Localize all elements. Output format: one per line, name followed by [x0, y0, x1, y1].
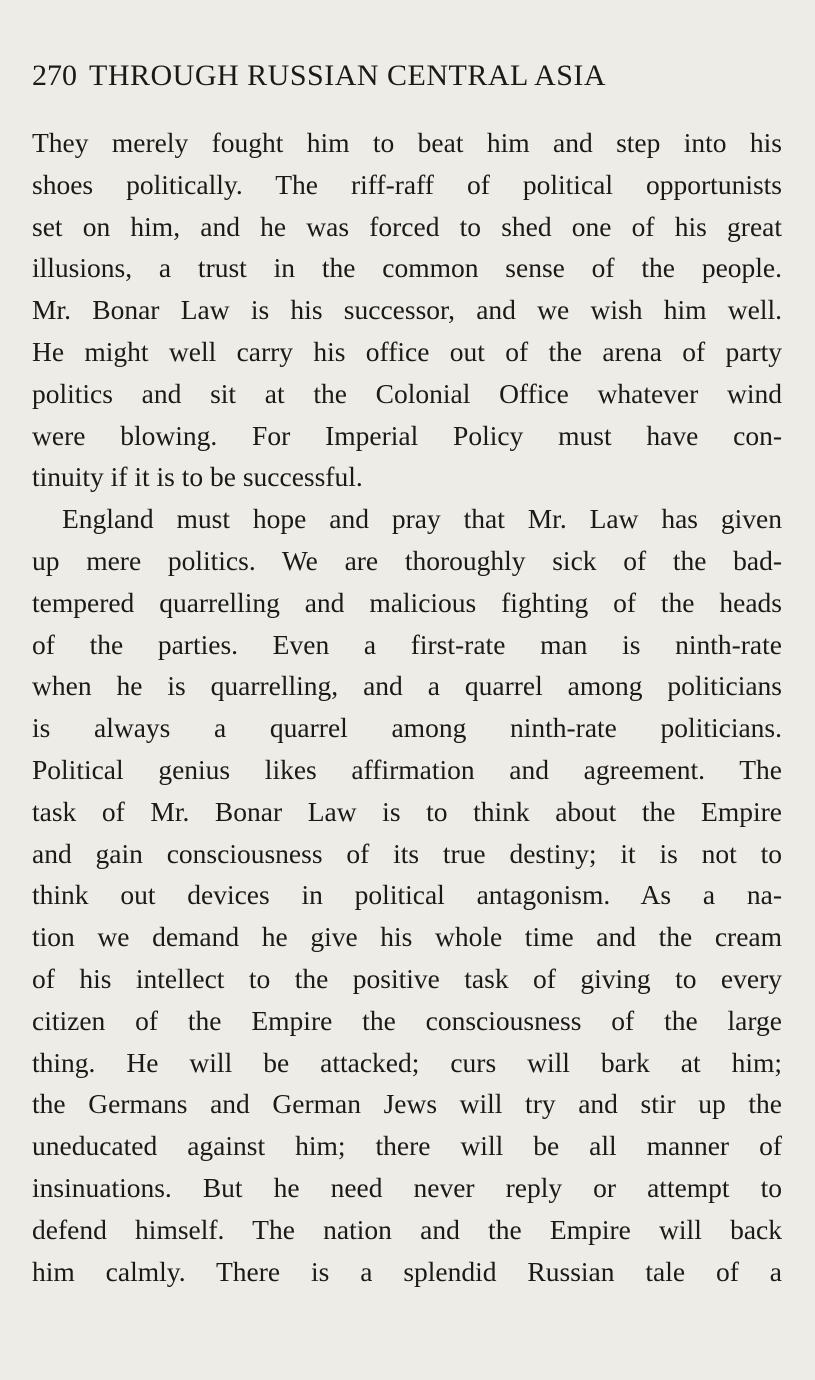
text-line: him calmly. There is a splendid Russian tale of a	[32, 1255, 782, 1287]
running-title: THROUGH RUSSIAN CENTRAL ASIA	[89, 59, 607, 92]
text-line: the Germans and German Jews will try and stir up the	[32, 1088, 782, 1120]
running-head	[32, 56, 792, 96]
text-line: when he is quarrelling, and a quarrel among politicians	[32, 670, 782, 702]
text-line: shoes politically. The riff-raff of political opportunists	[32, 168, 782, 200]
text-line: and gain consciousness of its true destiny; it is not to	[32, 837, 782, 869]
text-line: Mr. Bonar Law is his successor, and we wish him well.	[32, 294, 782, 326]
body-text	[32, 122, 782, 1292]
text-line: tempered quarrelling and malicious fighting of the heads	[32, 586, 782, 618]
text-line: uneducated against him; there will be all manner of	[32, 1130, 782, 1162]
text-line: insinuations. But he need never reply or attempt to	[32, 1171, 782, 1203]
text-line: tion we demand he give his whole time and the cream	[32, 921, 782, 953]
text-line: set on him, and he was forced to shed one of his great	[32, 210, 782, 242]
text-line: of the parties. Even a first-rate man is ninth-rate	[32, 628, 782, 660]
text-line: Political genius likes affirmation and agreement. The	[32, 753, 782, 785]
text-line: tinuity if it is to be successful.	[32, 461, 363, 493]
text-line: He might well carry his office out of the arena of party	[32, 335, 782, 367]
text-line: were blowing. For Imperial Policy must have con-	[32, 419, 782, 451]
text-line: task of Mr. Bonar Law is to think about the Empire	[32, 795, 782, 827]
text-line: defend himself. The nation and the Empire will back	[32, 1213, 782, 1245]
text-line: of his intellect to the positive task of giving to every	[32, 962, 782, 994]
text-line: illusions, a trust in the common sense of the people.	[32, 252, 782, 284]
text-line: up mere politics. We are thoroughly sick of the bad-	[32, 544, 782, 576]
text-line: think out devices in political antagonism. As a na-	[32, 879, 782, 911]
text-line: citizen of the Empire the consciousness of the large	[32, 1004, 782, 1036]
text-line: thing. He will be attacked; curs will bark at him;	[32, 1046, 782, 1078]
text-line: England must hope and pray that Mr. Law has given	[62, 503, 782, 535]
text-line: They merely fought him to beat him and step into his	[32, 127, 782, 158]
page-number: 270	[32, 59, 77, 92]
text-line: politics and sit at the Colonial Office whatever wind	[32, 377, 782, 409]
text-line: is always a quarrel among ninth-rate politicians.	[32, 712, 782, 744]
